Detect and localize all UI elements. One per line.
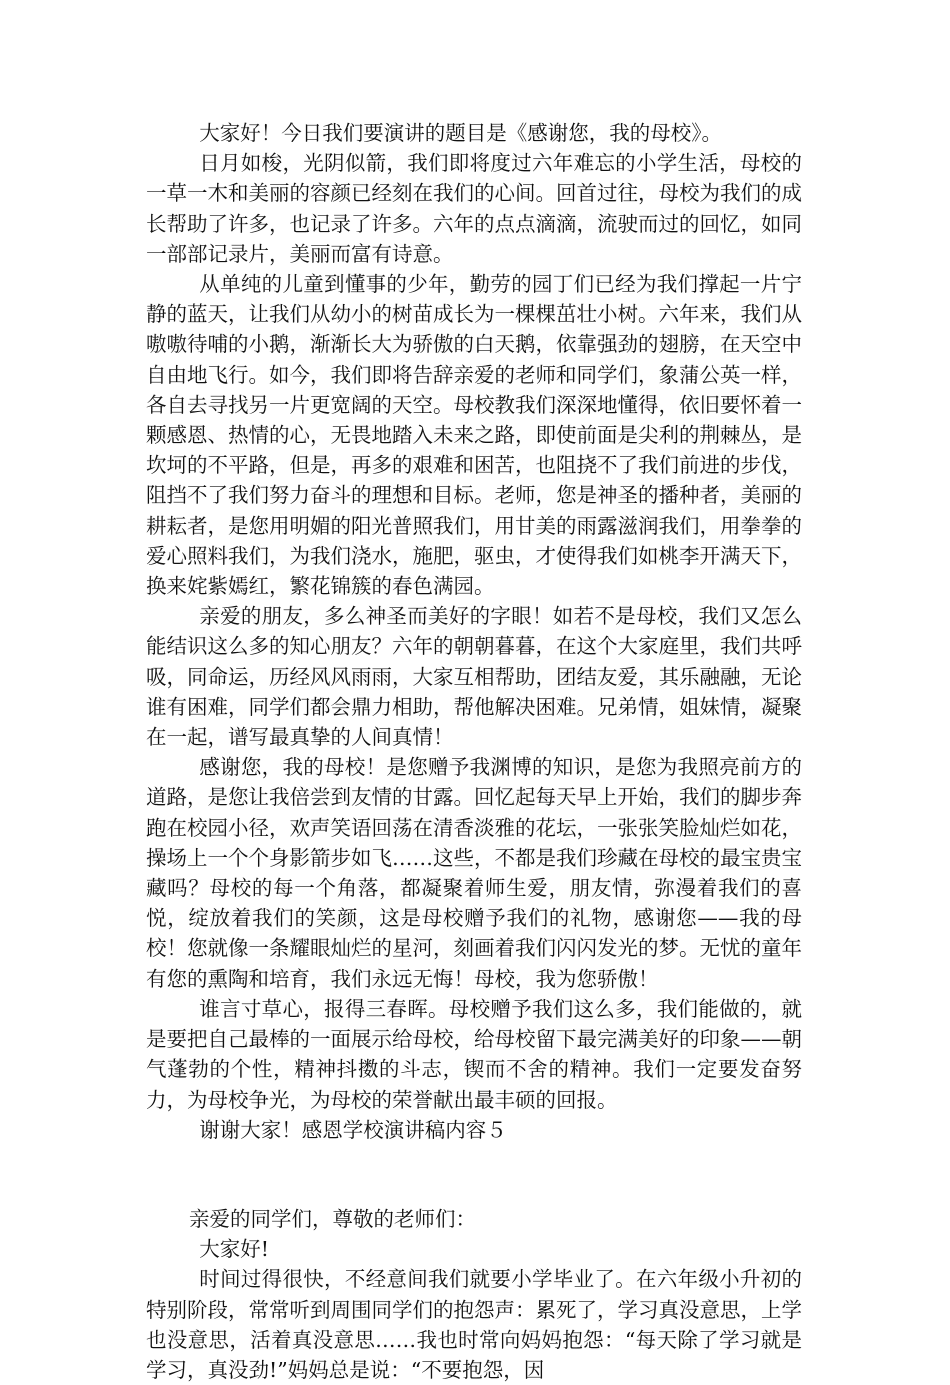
paragraph: 时间过得很快，不经意间我们就要小学毕业了。在六年级小升初的特别阶段，常常听到周围同学们的抱怨声：累死了，学习真没意思，上学也没意思，活着真没意思……我也时常向妈妈抱怨：“每天除了学习就是学习，真没劲!”妈妈总是说：“不要抱怨，因 [146,1267,802,1382]
paragraph: 大家好！今日我们要演讲的题目是《感谢您，我的母校》。 [199,121,723,145]
salutation: 亲爱的同学们，尊敬的老师们： [189,1206,477,1231]
paragraph: 感谢您，我的母校！是您赠予我渊博的知识，是您为我照亮前方的道路，是您让我倍尝到友情的甘露。回忆起每天早上开始，我们的脚步奔跑在校园小径，欢声笑语回荡在清香淡雅的花坛，一张张笑脸灿烂如花，操场上一个个身影箭步如飞……这些，不都是我们珍藏在母校的最宝贵宝藏吗？母校的每一个角落，都凝聚着师生爱，朋友情，弥漫着我们的喜悦，绽放着我们的笑颜，这是母校赠予我们的礼物，感谢您——我的母校！您就像一条耀眼灿烂的星河，刻画着我们闪闪发光的梦。无忧的童年有您的熏陶和培育，我们永远无悔！母校，我为您骄傲！ [146,755,802,991]
paragraph: 日月如梭，光阴似箭，我们即将度过六年难忘的小学生活，母校的一草一木和美丽的容颜已经刻在我们的心间。回首过往，母校为我们的成长帮助了许多，也记录了许多。六年的点点滴滴，流驶而过的回忆，如同一部部记录片，美丽而富有诗意。 [146,151,802,266]
document-body [146,118,802,1385]
paragraph: 谁言寸草心，报得三春晖。母校赠予我们这么多，我们能做的，就是要把自己最棒的一面展示给母校，给母校留下最完满美好的印象——朝气蓬勃的个性，精神抖擞的斗志，锲而不舍的精神。我们一定要发奋努力，为母校争光，为母校的荣誉献出最丰硕的回报。 [146,996,802,1112]
paragraph: 大家好! [199,1237,270,1262]
paragraph-heading-line: 谢谢大家！感恩学校演讲稿内容５ [199,1117,507,1142]
paragraph: 从单纯的儿童到懂事的少年，勤劳的园丁们已经为我们撑起一片宁静的蓝天，让我们从幼小的树苗成长为一棵棵茁壮小树。六年来，我们从嗷嗷待哺的小鹅，渐渐长大为骄傲的白天鹅，依靠强劲的翅膀，在天空中自由地飞行。如今，我们即将告辞亲爱的老师和同学们，象蒲公英一样，各自去寻找另一片更宽阔的天空。母校教我们深深地懂得，依旧要怀着一颗感恩、热情的心，无畏地踏入未来之路，即使前面是尖利的荆棘丛，是坎坷的不平路，但是，再多的艰难和困苦，也阻挠不了我们前进的步伐，阻挡不了我们努力奋斗的理想和目标。老师，您是神圣的播种者，美丽的耕耘者，是您用明媚的阳光普照我们，用甘美的雨露滋润我们，用拳拳的爱心照料我们，为我们浇水，施肥，驱虫，才使得我们如桃李开满天下，换来姹紫嫣红，繁花锦簇的春色满园。 [146,272,802,599]
paragraph: 亲爱的朋友，多么神圣而美好的字眼！如若不是母校，我们又怎么能结识这么多的知心朋友？六年的朝朝暮暮，在这个大家庭里，我们共呼吸，同命运，历经风风雨雨，大家互相帮助，团结友爱，其乐融融，无论谁有困难，同学们都会鼎力相助，帮他解决困难。兄弟情，姐妹情，凝聚在一起，谱写最真挚的人间真情！ [146,604,802,750]
blank-spacer [146,1145,802,1204]
